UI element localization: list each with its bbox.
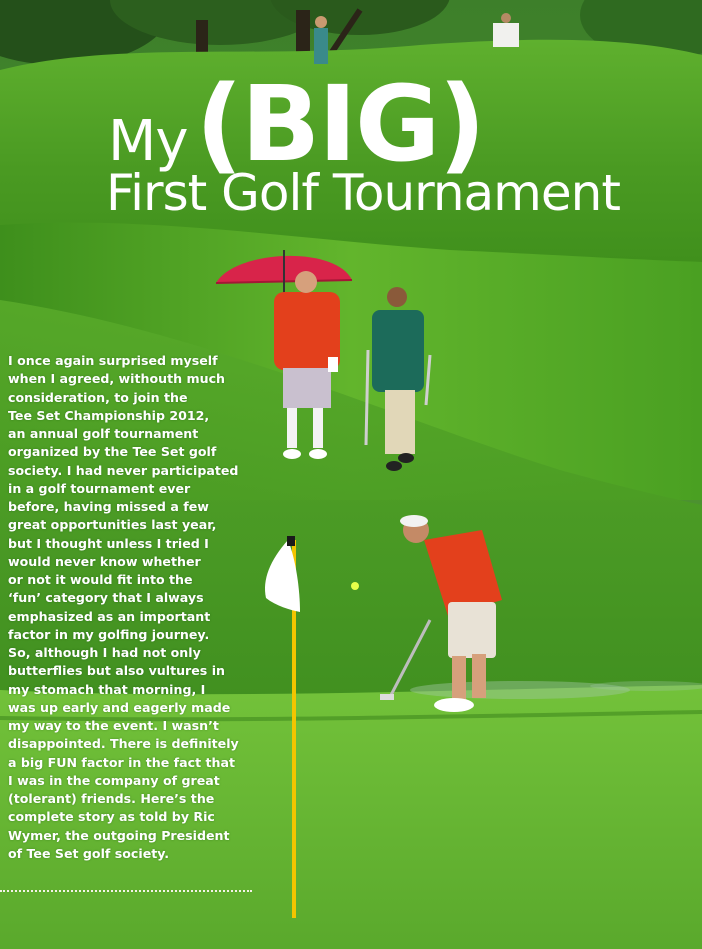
title-line-1 xyxy=(108,63,484,185)
title-big: (BIG) xyxy=(195,63,484,185)
dotted-divider xyxy=(0,890,252,892)
title-line-2: First Golf Tournament xyxy=(106,164,620,222)
intro-paragraph: I once again surprised myself when I agreed, withouth much consideration, to join the Tee Set Championship 2012, an annual golf tournament organized by the Tee Set golf society. I had never participated in a golf tournament ever before, having missed a few great opportunities last year, but I thought unless I tried I would never know whether or not it would fit into the ‘fun’ category that I always emphasized as an important factor in my golfing journey. So, although I had not only butterflies but also vultures in my stomach that morning, I was up early and eagerly made my way to the event. I wasn’t disappointed. There is definitely a big FUN factor in the fact that I was in the company of great (tolerant) friends. Here’s the complete story as told by Ric Wymer, the outgoing President of Tee Set golf society. xyxy=(8,353,239,861)
title-my: My xyxy=(108,109,188,174)
